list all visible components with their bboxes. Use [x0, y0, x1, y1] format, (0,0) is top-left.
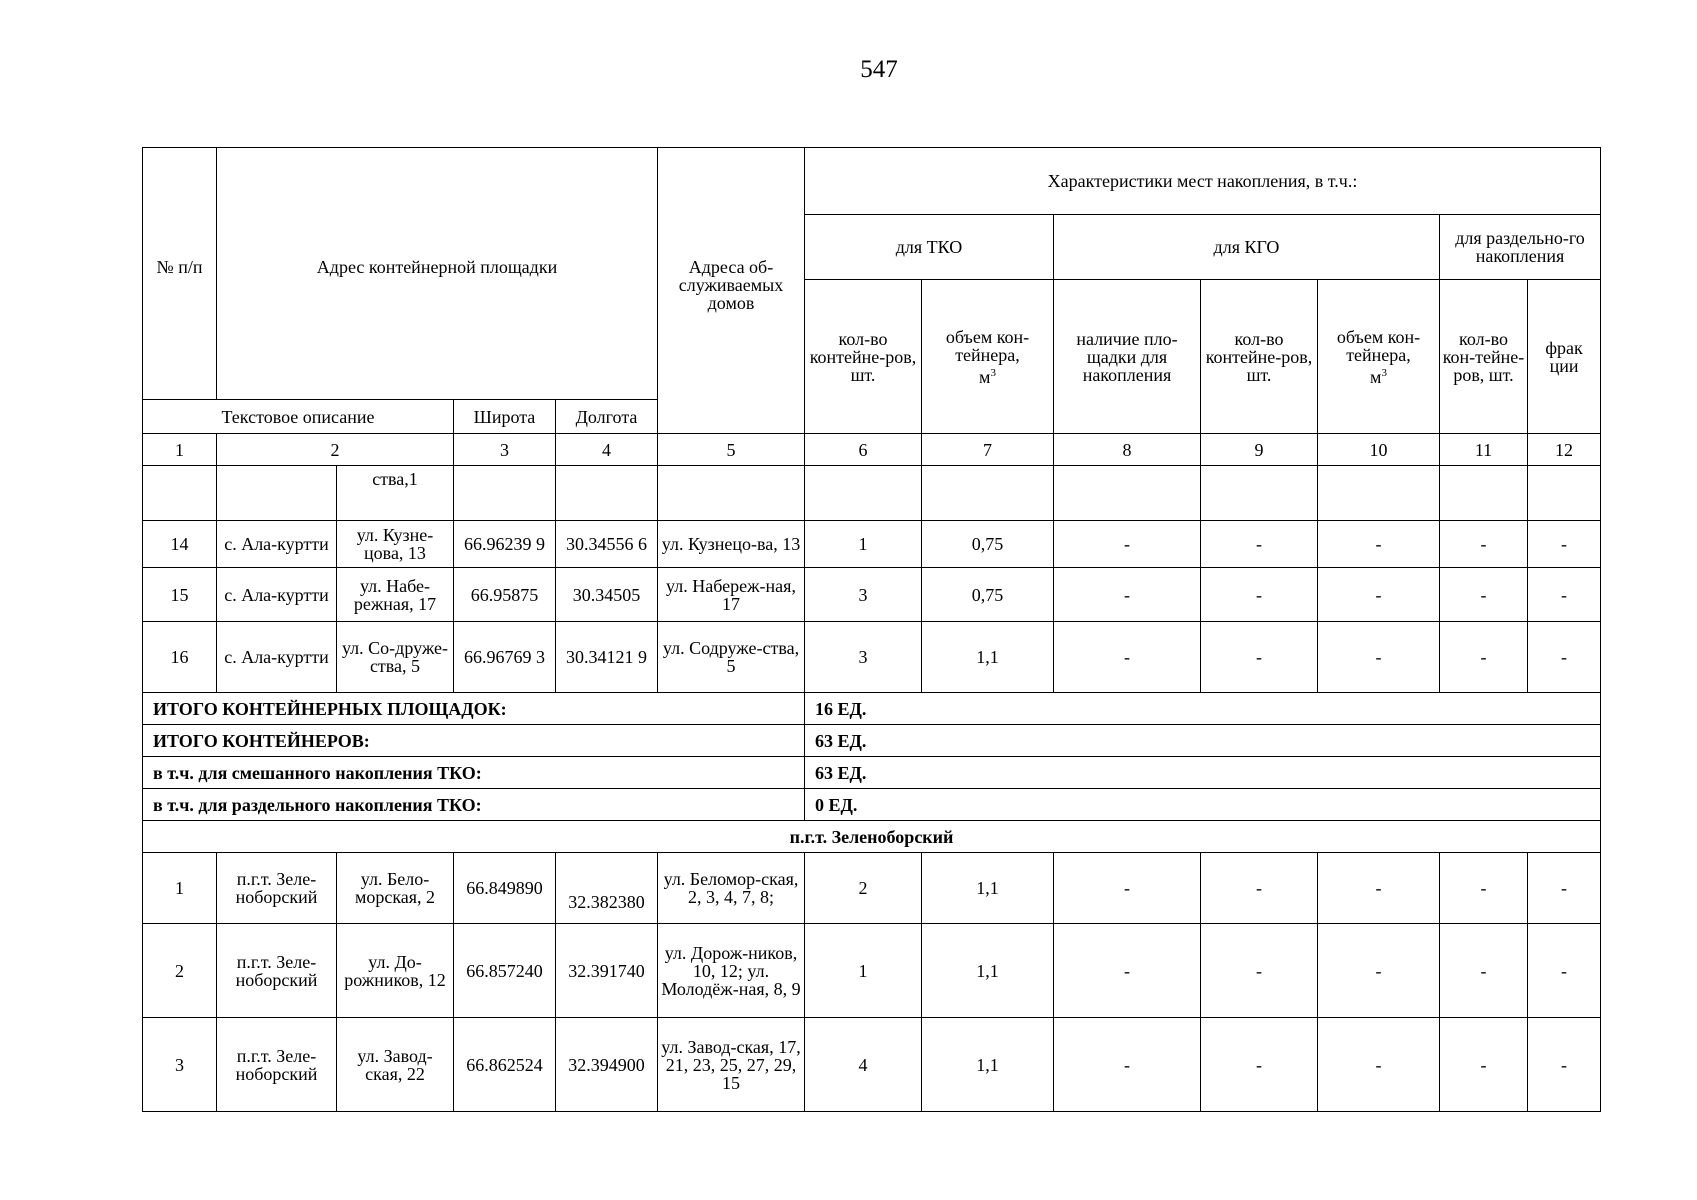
total-value: 63 ЕД. — [805, 725, 1601, 757]
row-served: ул. Набереж-ная, 17 — [658, 568, 805, 622]
header-num: № п/п — [143, 148, 217, 400]
row-num: 2 — [143, 924, 217, 1018]
row-settlement: с. Ала-куртти — [217, 568, 337, 622]
table-row — [143, 568, 1601, 622]
row-kgo-volume: - — [1318, 924, 1440, 1018]
header-kgo-count: кол-во контейне-ров, шт. — [1201, 280, 1318, 434]
row-served: ул. Беломор-ская, 2, 3, 4, 7, 8; — [658, 853, 805, 924]
header-sep-fraction: фрак ции — [1528, 280, 1601, 434]
table-row — [143, 853, 1601, 924]
row-tko-count: 3 — [805, 568, 922, 622]
total-label: в т.ч. для смешанного накопления ТКО: — [143, 757, 805, 789]
totals-row — [143, 725, 1601, 757]
row-tko-count: 1 — [805, 924, 922, 1018]
row-street: ул. Кузне-цова, 13 — [337, 521, 454, 568]
col-number: 8 — [1054, 434, 1201, 466]
row-num: 1 — [143, 853, 217, 924]
row-street: ул. Бело-морская, 2 — [337, 853, 454, 924]
col-number: 7 — [922, 434, 1054, 466]
continuation-row — [143, 466, 1601, 521]
container-sites-table — [142, 147, 1601, 1112]
row-sep-count: - — [1440, 521, 1528, 568]
row-sep-count: - — [1440, 1018, 1528, 1112]
col-number: 6 — [805, 434, 922, 466]
header-for-separate: для раздельно-го накопления — [1440, 215, 1601, 280]
table-row — [143, 1018, 1601, 1112]
col-number: 2 — [217, 434, 454, 466]
totals-row — [143, 757, 1601, 789]
row-tko-count: 4 — [805, 1018, 922, 1112]
row-sep-count: - — [1440, 853, 1528, 924]
section-title: п.г.т. Зеленоборский — [143, 821, 1601, 853]
row-latitude: 66.96239 9 — [454, 521, 556, 568]
row-kgo-count: - — [1201, 924, 1318, 1018]
row-sep-fraction: - — [1528, 853, 1601, 924]
header-for-tko: для ТКО — [805, 215, 1054, 280]
unit-m3: $м^3$ — [979, 366, 996, 387]
row-sep-fraction: - — [1528, 1018, 1601, 1112]
total-label: ИТОГО КОНТЕЙНЕРОВ: — [143, 725, 805, 757]
table-row — [143, 622, 1601, 693]
row-tko-volume: 0,75 — [922, 568, 1054, 622]
row-longitude: 32.391740 — [556, 924, 658, 1018]
header-tko-volume — [922, 280, 1054, 434]
col-number: 12 — [1528, 434, 1601, 466]
table-row — [143, 521, 1601, 568]
row-longitude: 32.382380 — [556, 853, 658, 924]
row-sep-fraction: - — [1528, 924, 1601, 1018]
row-sep-count: - — [1440, 622, 1528, 693]
total-value: 0 ЕД. — [805, 789, 1601, 821]
col-number: 11 — [1440, 434, 1528, 466]
header-tko-count: кол-во контейне-ров, шт. — [805, 280, 922, 434]
row-kgo-site: - — [1054, 622, 1201, 693]
header-latitude: Широта — [454, 400, 556, 434]
row-tko-count: 1 — [805, 521, 922, 568]
row-settlement: с. Ала-куртти — [217, 521, 337, 568]
unit-m3: $м^3$ — [1370, 366, 1387, 387]
col-number: 3 — [454, 434, 556, 466]
row-street: ул. До-рожников, 12 — [337, 924, 454, 1018]
row-num: 15 — [143, 568, 217, 622]
row-latitude: 66.95875 — [454, 568, 556, 622]
row-served: ул. Кузнецо-ва, 13 — [658, 521, 805, 568]
total-value: 63 ЕД. — [805, 757, 1601, 789]
row-longitude: 30.34505 — [556, 568, 658, 622]
row-sep-fraction: - — [1528, 521, 1601, 568]
row-num: 3 — [143, 1018, 217, 1112]
row-latitude: 66.857240 — [454, 924, 556, 1018]
row-kgo-volume: - — [1318, 521, 1440, 568]
row-settlement: п.г.т. Зеле-ноборский — [217, 853, 337, 924]
col-number: 5 — [658, 434, 805, 466]
row-sep-count: - — [1440, 568, 1528, 622]
col-number: 1 — [143, 434, 217, 466]
row-kgo-volume: - — [1318, 622, 1440, 693]
col-number: 4 — [556, 434, 658, 466]
table-row — [143, 924, 1601, 1018]
row-kgo-count: - — [1201, 622, 1318, 693]
row-sep-count: - — [1440, 924, 1528, 1018]
row-tko-volume: 0,75 — [922, 521, 1054, 568]
header-sep-count: кол-во кон-тейне-ров, шт. — [1440, 280, 1528, 434]
totals-row — [143, 693, 1601, 725]
row-street: ул. Со-друже-ства, 5 — [337, 622, 454, 693]
row-settlement: с. Ала-куртти — [217, 622, 337, 693]
col-number: 9 — [1201, 434, 1318, 466]
header-kgo-site: наличие пло-щадки для накопления — [1054, 280, 1201, 434]
row-longitude: 32.394900 — [556, 1018, 658, 1112]
row-sep-fraction: - — [1528, 568, 1601, 622]
row-settlement: п.г.т. Зеле-ноборский — [217, 924, 337, 1018]
row-served: ул. Завод-ская, 17, 21, 23, 25, 27, 29, 15 — [658, 1018, 805, 1112]
header-served-addresses: Адреса об-служиваемых домов — [658, 148, 805, 434]
continuation-street: ства,1 — [337, 466, 454, 521]
row-latitude: 66.862524 — [454, 1018, 556, 1112]
row-kgo-count: - — [1201, 1018, 1318, 1112]
section-row — [143, 821, 1601, 853]
row-kgo-site: - — [1054, 1018, 1201, 1112]
header-row-1 — [143, 148, 1601, 215]
row-tko-count: 2 — [805, 853, 922, 924]
header-longitude: Долгота — [556, 400, 658, 434]
row-tko-volume: 1,1 — [922, 924, 1054, 1018]
col-number: 10 — [1318, 434, 1440, 466]
row-kgo-site: - — [1054, 853, 1201, 924]
column-numbers-row — [143, 434, 1601, 466]
header-for-kgo: для КГО — [1054, 215, 1440, 280]
row-kgo-count: - — [1201, 568, 1318, 622]
row-kgo-count: - — [1201, 853, 1318, 924]
row-num: 16 — [143, 622, 217, 693]
header-kgo-volume-text: объем кон-тейнера, — [1336, 326, 1421, 365]
row-longitude: 30.34556 6 — [556, 521, 658, 568]
row-settlement: п.г.т. Зеле-ноборский — [217, 1018, 337, 1112]
row-sep-fraction: - — [1528, 622, 1601, 693]
row-served: ул. Содруже-ства, 5 — [658, 622, 805, 693]
row-tko-volume: 1,1 — [922, 622, 1054, 693]
row-kgo-site: - — [1054, 568, 1201, 622]
header-characteristics: Характеристики мест накопления, в т.ч.: — [805, 148, 1601, 215]
row-tko-volume: 1,1 — [922, 1018, 1054, 1112]
total-label: в т.ч. для раздельного накопления ТКО: — [143, 789, 805, 821]
row-served: ул. Дорож-ников, 10, 12; ул. Молодёж-ная, 8, 9 — [658, 924, 805, 1018]
row-kgo-volume: - — [1318, 853, 1440, 924]
row-kgo-site: - — [1054, 521, 1201, 568]
row-kgo-site: - — [1054, 924, 1201, 1018]
header-container-address: Адрес контейнерной площадки — [217, 148, 658, 400]
row-latitude: 66.96769 3 — [454, 622, 556, 693]
total-value: 16 ЕД. — [805, 693, 1601, 725]
total-label: ИТОГО КОНТЕЙНЕРНЫХ ПЛОЩАДОК: — [143, 693, 805, 725]
row-kgo-volume: - — [1318, 568, 1440, 622]
row-street: ул. Набе-режная, 17 — [337, 568, 454, 622]
row-latitude: 66.849890 — [454, 853, 556, 924]
row-kgo-volume: - — [1318, 1018, 1440, 1112]
header-kgo-volume — [1318, 280, 1440, 434]
totals-row — [143, 789, 1601, 821]
page-number: 547 — [860, 56, 898, 83]
header-text-description: Текстовое описание — [143, 400, 454, 434]
row-street: ул. Завод-ская, 22 — [337, 1018, 454, 1112]
row-num: 14 — [143, 521, 217, 568]
row-tko-volume: 1,1 — [922, 853, 1054, 924]
row-longitude: 30.34121 9 — [556, 622, 658, 693]
row-kgo-count: - — [1201, 521, 1318, 568]
row-tko-count: 3 — [805, 622, 922, 693]
header-tko-volume-text: объем кон-тейнера, — [945, 326, 1030, 365]
